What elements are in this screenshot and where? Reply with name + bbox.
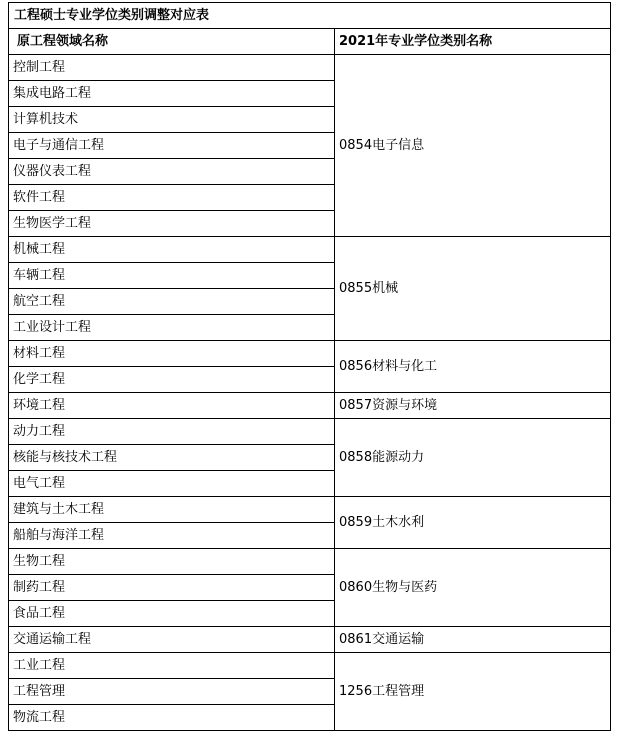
- table-row: [9, 549, 611, 575]
- degree-category-cell: 0856材料与化工: [335, 341, 611, 393]
- header-row: [9, 29, 611, 55]
- table-row: [9, 237, 611, 263]
- degree-category-cell: 0854电子信息: [335, 55, 611, 237]
- degree-category-cell: 0858能源动力: [335, 419, 611, 497]
- table-row: [9, 55, 611, 81]
- mapping-table: [8, 2, 611, 731]
- original-field-cell: 动力工程: [9, 419, 335, 445]
- original-field-cell: 工程管理: [9, 679, 335, 705]
- degree-category-cell: 1256工程管理: [335, 653, 611, 731]
- original-field-cell: 车辆工程: [9, 263, 335, 289]
- original-field-cell: 仪器仪表工程: [9, 159, 335, 185]
- table-title: 工程硕士专业学位类别调整对应表: [9, 3, 611, 29]
- original-field-cell: 建筑与土木工程: [9, 497, 335, 523]
- degree-category-cell: 0859土木水利: [335, 497, 611, 549]
- original-field-cell: 核能与核技术工程: [9, 445, 335, 471]
- original-field-cell: 交通运输工程: [9, 627, 335, 653]
- original-field-cell: 生物工程: [9, 549, 335, 575]
- original-field-cell: 工业设计工程: [9, 315, 335, 341]
- header-original-field: 原工程领域名称: [9, 29, 335, 55]
- original-field-cell: 航空工程: [9, 289, 335, 315]
- title-row: [9, 3, 611, 29]
- original-field-cell: 化学工程: [9, 367, 335, 393]
- original-field-cell: 工业工程: [9, 653, 335, 679]
- original-field-cell: 计算机技术: [9, 107, 335, 133]
- original-field-cell: 物流工程: [9, 705, 335, 731]
- original-field-cell: 制药工程: [9, 575, 335, 601]
- table-row: [9, 497, 611, 523]
- original-field-cell: 食品工程: [9, 601, 335, 627]
- table-row: [9, 653, 611, 679]
- original-field-cell: 生物医学工程: [9, 211, 335, 237]
- table-row: [9, 419, 611, 445]
- header-new-category: 2021年专业学位类别名称: [335, 29, 611, 55]
- original-field-cell: 船舶与海洋工程: [9, 523, 335, 549]
- original-field-cell: 机械工程: [9, 237, 335, 263]
- degree-category-cell: 0855机械: [335, 237, 611, 341]
- degree-category-cell: 0861交通运输: [335, 627, 611, 653]
- original-field-cell: 环境工程: [9, 393, 335, 419]
- degree-category-cell: 0857资源与环境: [335, 393, 611, 419]
- original-field-cell: 电气工程: [9, 471, 335, 497]
- original-field-cell: 电子与通信工程: [9, 133, 335, 159]
- original-field-cell: 集成电路工程: [9, 81, 335, 107]
- table-row: [9, 627, 611, 653]
- original-field-cell: 软件工程: [9, 185, 335, 211]
- original-field-cell: 控制工程: [9, 55, 335, 81]
- original-field-cell: 材料工程: [9, 341, 335, 367]
- degree-category-cell: 0860生物与医药: [335, 549, 611, 627]
- table-row: [9, 341, 611, 367]
- table-row: [9, 393, 611, 419]
